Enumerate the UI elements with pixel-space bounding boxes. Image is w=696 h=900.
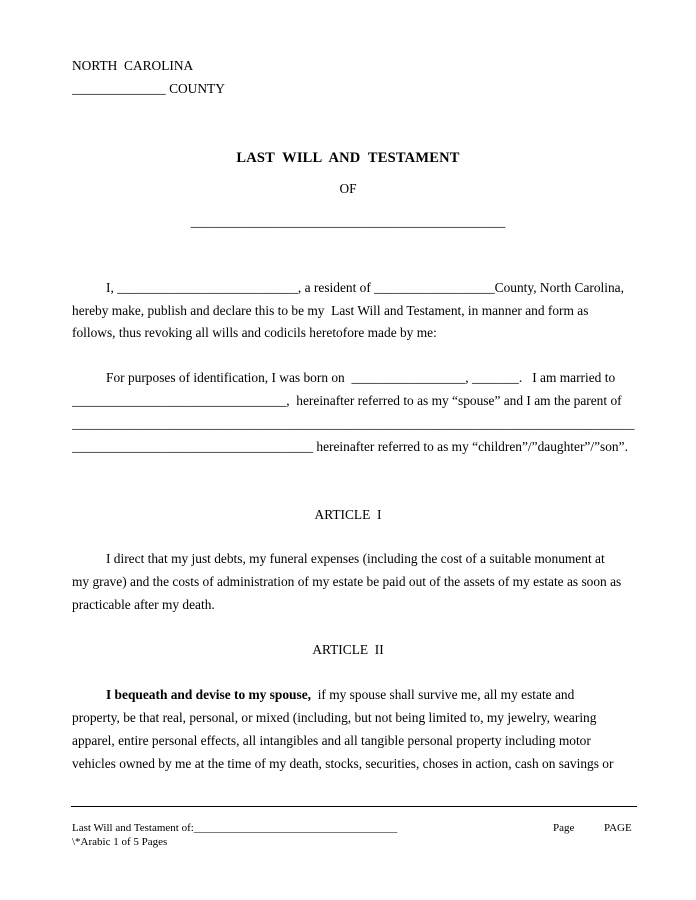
state-heading: NORTH CAROLINA <box>72 58 194 73</box>
intro-line-2: hereby make, publish and declare this to be my Last Will and Testament, in manner and form as <box>72 303 589 318</box>
county-line: ______________ COUNTY <box>72 81 225 96</box>
footer-page-count: \*Arabic 1 of 5 Pages <box>72 836 168 848</box>
spouse-bequest-lead: I bequeath and devise to my spouse, <box>106 687 311 702</box>
testator-name-blank: _______________________________________________ <box>190 214 506 229</box>
article-2-line-2: property, be that real, personal, or mixed (including, but not being limited to, my jewelry, wearing <box>72 710 597 725</box>
identification-line-1: For purposes of identification, I was born on _________________, _______. I am married to <box>106 370 616 385</box>
identification-line-4: ____________________________________ hereinafter referred to as my “children”/”daughter”/”son”. <box>72 439 628 454</box>
article-1-line-3: practicable after my death. <box>72 597 215 612</box>
intro-line-1: I, ___________________________, a resident of __________________County, North Carolina, <box>106 280 624 295</box>
article-2-line-1-rest: if my spouse shall survive me, all my estate and <box>311 687 575 702</box>
article-2-line-3: apparel, entire personal effects, all intangibles and all tangible personal property including motor <box>72 733 591 748</box>
footer-testament-of: Last Will and Testament of:_____________________________________ <box>72 822 398 834</box>
document-title: LAST WILL AND TESTAMENT <box>236 150 460 166</box>
article-2-heading: ARTICLE II <box>312 642 384 657</box>
article-2-line-1 <box>106 687 574 703</box>
article-2-line-4: vehicles owned by me at the time of my death, stocks, securities, choses in action, cash on savings or <box>72 756 614 771</box>
footer-divider <box>71 806 637 807</box>
article-1-heading: ARTICLE I <box>314 507 382 522</box>
article-1-line-1: I direct that my just debts, my funeral expenses (including the cost of a suitable monument at <box>106 551 605 566</box>
title-of: OF <box>339 181 357 196</box>
footer-page-value: PAGE <box>604 822 632 834</box>
article-1-line-2: my grave) and the costs of administration of my estate be paid out of the assets of my estate as soon as <box>72 574 622 589</box>
intro-line-3: follows, thus revoking all wills and codicils heretofore made by me: <box>72 325 437 340</box>
identification-line-3: ____________________________________________________________________________________ <box>72 416 635 431</box>
identification-line-2: ________________________________, hereinafter referred to as my “spouse” and I am the parent of <box>72 393 622 408</box>
footer-page-label: Page <box>553 822 575 834</box>
